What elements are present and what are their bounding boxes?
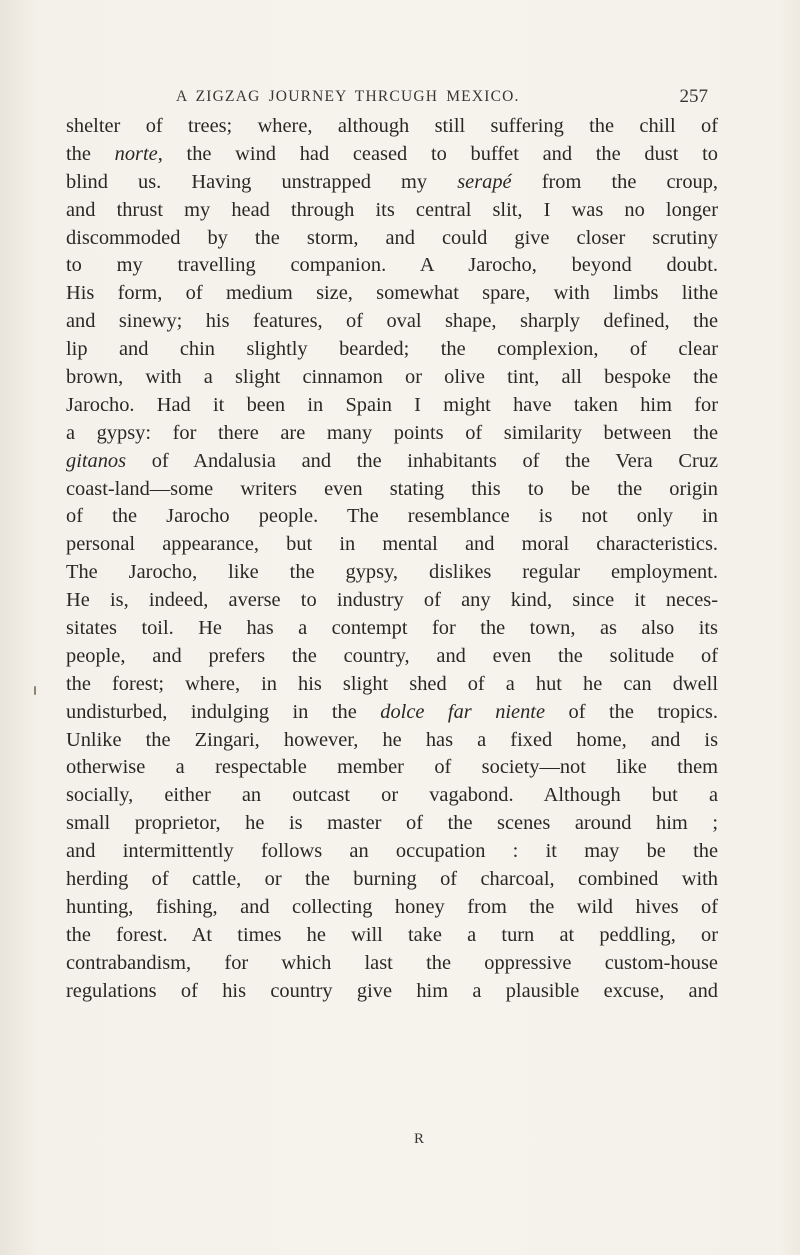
text-line <box>66 894 718 922</box>
text-run: brown, with a slight cinnamon or olive tint, all bespoke the <box>66 366 718 389</box>
text-run: personal appearance, but in mental and moral characteristics. <box>66 533 718 556</box>
text-line <box>66 810 718 838</box>
text-line <box>66 280 718 308</box>
text-line <box>66 978 718 1006</box>
text-run: herding of cattle, or the burning of charcoal, combined with <box>66 868 718 891</box>
text-run: the <box>66 142 115 165</box>
text-line <box>66 727 718 755</box>
page-number: 257 <box>679 86 708 107</box>
text-line <box>66 559 718 587</box>
text-run: Unlike the Zingari, however, he has a fixed home, and is <box>66 728 718 751</box>
text-line <box>66 141 718 169</box>
text-line <box>66 922 718 950</box>
text-line <box>66 671 718 699</box>
text-line <box>66 838 718 866</box>
signature-mark: R <box>414 1131 425 1147</box>
text-line <box>66 448 718 476</box>
italic-term: serapé <box>457 170 512 193</box>
text-run: of Andalusia and the inhabitants of the Vera Cruz <box>126 449 718 472</box>
text-run: of the tropics. <box>545 700 718 723</box>
body-text <box>66 113 718 1006</box>
text-line <box>66 754 718 782</box>
text-line <box>66 476 718 504</box>
text-run: and intermittently follows an occupation : it may be the <box>66 840 718 863</box>
text-run: hunting, fishing, and collecting honey from the wild hives of <box>66 895 718 918</box>
text-run: lip and chin slightly bearded; the complexion, of clear <box>66 338 718 361</box>
text-run: He is, indeed, averse to industry of any kind, since it neces- <box>66 589 718 612</box>
text-line <box>66 336 718 364</box>
text-run: small proprietor, he is master of the scenes around him ; <box>66 812 718 835</box>
text-run: and thrust my head through its central slit, I was no longer <box>66 198 718 221</box>
text-run: blind us. Having unstrapped my <box>66 170 458 193</box>
text-run: people, and prefers the country, and even the solitude of <box>66 644 718 667</box>
running-title: A ZIGZAG JOURNEY THRCUGH MEXICO. <box>176 88 520 105</box>
text-run: sitates toil. He has a contempt for the town, as also its <box>66 617 718 640</box>
text-run: shelter of trees; where, although still suffering the chill of <box>66 115 718 137</box>
italic-term: dolce far niente <box>380 700 546 723</box>
text-line <box>66 420 718 448</box>
text-line <box>66 225 718 253</box>
text-line <box>66 392 718 420</box>
italic-term: gitanos <box>66 449 127 472</box>
text-run: the forest. At times he will take a turn at peddling, or <box>66 923 718 946</box>
text-line <box>66 643 718 671</box>
text-run: socially, either an outcast or vagabond. Although but a <box>66 784 718 807</box>
text-run: a gypsy: for there are many points of similarity between the <box>66 421 718 444</box>
text-run: coast-land—some writers even stating this to be the origin <box>66 477 718 500</box>
text-run: His form, of medium size, somewhat spare, with limbs lithe <box>66 282 718 305</box>
italic-term: norte <box>114 142 158 165</box>
text-line <box>66 308 718 336</box>
text-line <box>66 531 718 559</box>
text-line <box>66 866 718 894</box>
text-line <box>66 503 718 531</box>
text-run: discommoded by the storm, and could give closer scrutiny <box>66 226 718 249</box>
text-line <box>66 615 718 643</box>
margin-mark <box>34 686 36 695</box>
text-run: and sinewy; his features, of oval shape, sharply defined, the <box>66 310 718 333</box>
text-line <box>66 169 718 197</box>
text-run: contrabandism, for which last the oppressive custom-house <box>66 951 718 974</box>
text-run: Jarocho. Had it been in Spain I might have taken him for <box>66 393 718 416</box>
text-run: to my travelling companion. A Jarocho, beyond doubt. <box>66 254 718 277</box>
text-line <box>66 113 718 141</box>
text-run: from the croup, <box>511 170 718 193</box>
text-line <box>66 252 718 280</box>
text-line <box>66 364 718 392</box>
text-line <box>66 950 718 978</box>
text-line <box>66 197 718 225</box>
text-line <box>66 587 718 615</box>
text-line <box>66 782 718 810</box>
text-run: The Jarocho, like the gypsy, dislikes regular employment. <box>66 561 718 584</box>
text-run: , the wind had ceased to buffet and the dust to <box>157 142 719 165</box>
text-line <box>66 699 718 727</box>
text-run: undisturbed, indulging in the <box>66 700 381 723</box>
text-run: of the Jarocho people. The resemblance is not only in <box>66 505 718 528</box>
text-run: regulations of his country give him a plausible excuse, and <box>66 979 718 1002</box>
text-run: the forest; where, in his slight shed of a hut he can dwell <box>66 672 718 695</box>
text-run: otherwise a respectable member of society—not like them <box>66 756 718 779</box>
